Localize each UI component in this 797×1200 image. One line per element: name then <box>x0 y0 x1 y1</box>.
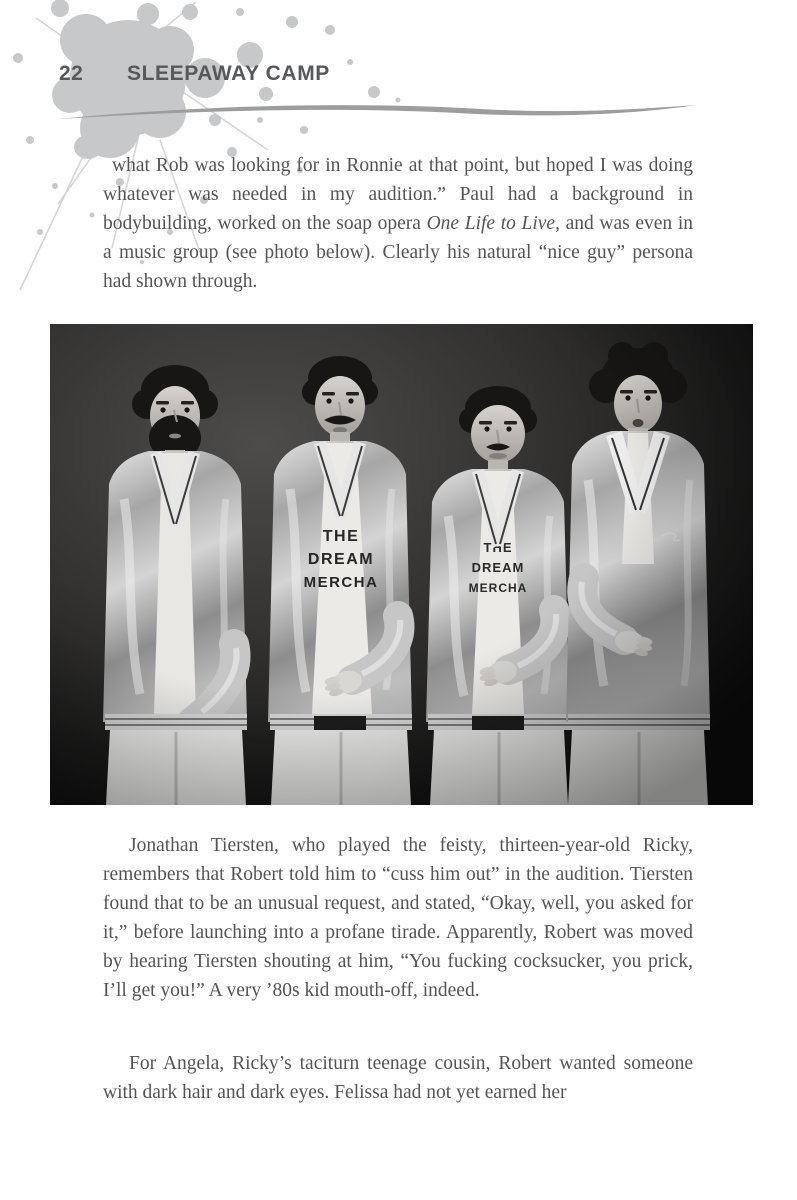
paragraph-text: , and was even in a music group (see photo below). Clearly his natural “nice guy” persona had shown through. <box>103 213 693 292</box>
band-photo-image <box>50 324 753 805</box>
paragraph-text: what Rob was looking for in Ronnie at that point, but hoped I was doing whatever was needed in my audition.” Paul had a background in bodybuilding, worked on the soap opera <box>103 155 693 234</box>
book-title-italic: One Life to Live <box>426 213 556 234</box>
running-title: SLEEPAWAY CAMP <box>127 62 330 85</box>
band-photo <box>50 324 753 805</box>
body-paragraph-2: Jonathan Tiersten, who played the feisty, thirteen-year-old Ricky, remembers that Robert told him to “cuss him out” in the audition. Tiersten found that to be an unusual request, and stated, “Okay, well, you asked for it,” before launching into a profane tirade. Apparently, Robert was moved by hearing Tiersten shouting at him, “You fucking cocksucker, you prick, I’ll get you!” A very ’80s kid mouth-off, indeed. <box>103 835 693 1001</box>
page-number: 22 <box>59 62 84 85</box>
photo-vignette <box>50 324 753 805</box>
body-paragraph-1 <box>103 151 693 296</box>
body-paragraph-3: For Angela, Ricky’s taciturn teenage cousin, Robert wanted someone with dark hair and dark eyes. Felissa had not yet earned her <box>103 1053 693 1103</box>
divider-swoosh <box>0 95 797 135</box>
